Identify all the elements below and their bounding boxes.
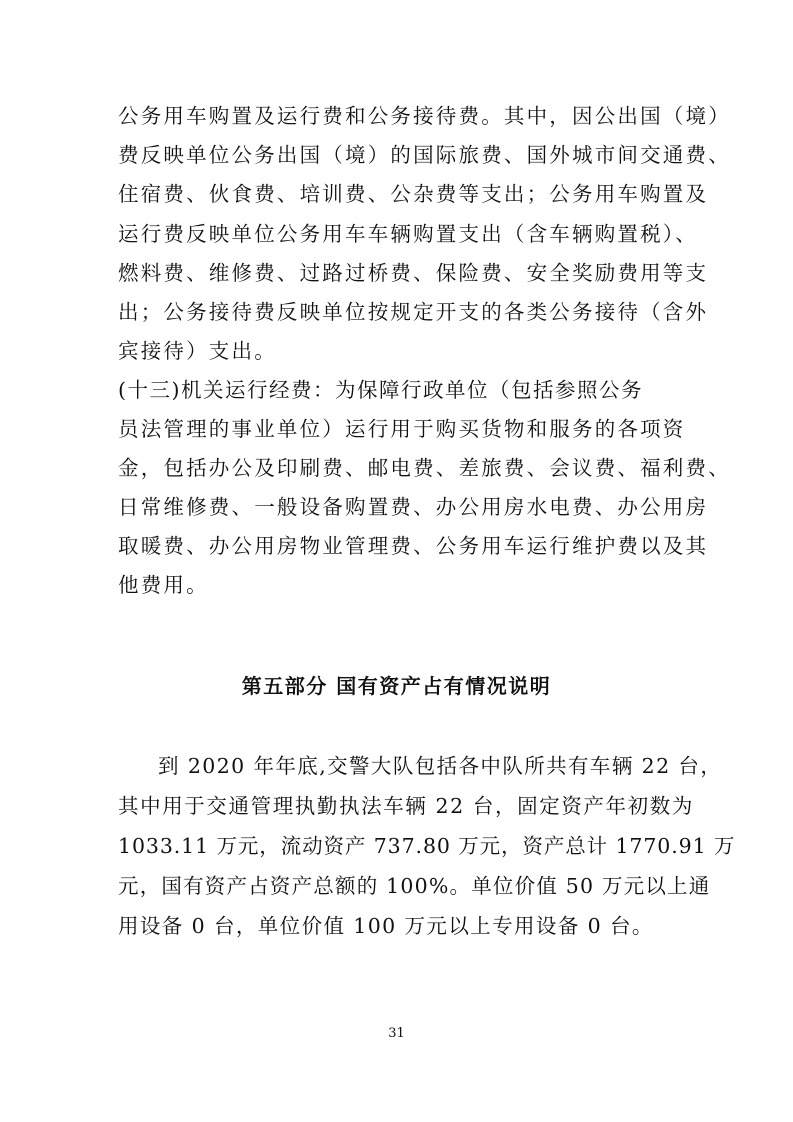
body-text-line: 他费用。 bbox=[118, 573, 209, 597]
body-text-line: 出；公务接待费反映单位按规定开支的各类公务接待（含外 bbox=[118, 300, 709, 324]
body-text-line: 用设备 0 台，单位价值 100 万元以上专用设备 0 台。 bbox=[118, 914, 654, 938]
body-text-line: 1033.11 万元，流动资产 737.80 万元，资产总计 1770.91 万 bbox=[118, 834, 736, 858]
body-text-line: 其中用于交通管理执勤执法车辆 22 台，固定资产年初数为 bbox=[118, 794, 694, 818]
body-text-line: 日常维修费、一般设备购置费、办公用房水电费、办公用房 bbox=[118, 495, 709, 519]
body-text-line: 员法管理的事业单位）运行用于购买货物和服务的各项资 bbox=[118, 417, 686, 441]
body-text-line: 运行费反映单位公务用车车辆购置支出（含车辆购置税）、 bbox=[118, 222, 698, 246]
body-text-line: 取暖费、办公用房物业管理费、公务用车运行维护费以及其 bbox=[118, 534, 709, 558]
section-five-heading: 第五部分 国有资产占有情况说明 bbox=[241, 674, 552, 698]
body-text-line: 元，国有资产占资产总额的 100%。单位价值 50 万元以上通 bbox=[118, 874, 711, 898]
body-text-line: 到 2020 年年底,交警大队包括各中队所共有车辆 22 台， bbox=[158, 754, 723, 778]
body-text-line: 费反映单位公务出国（境）的国际旅费、国外城市间交通费、 bbox=[118, 143, 731, 167]
item-13-heading-line: (十三)机关运行经费：为保障行政单位（包括参照公务 bbox=[118, 378, 643, 402]
body-text-line: 金，包括办公及印刷费、邮电费、差旅费、会议费、福利费、 bbox=[118, 456, 731, 480]
page-number: 31 bbox=[388, 1026, 405, 1041]
body-text-line: 燃料费、维修费、过路过桥费、保险费、安全奖励费用等支 bbox=[118, 261, 709, 285]
body-text-line: 宾接待）支出。 bbox=[118, 339, 277, 363]
body-text-line: 公务用车购置及运行费和公务接待费。其中，因公出国（境） bbox=[118, 104, 731, 128]
body-text-line: 住宿费、伙食费、培训费、公杂费等支出；公务用车购置及 bbox=[118, 182, 709, 206]
